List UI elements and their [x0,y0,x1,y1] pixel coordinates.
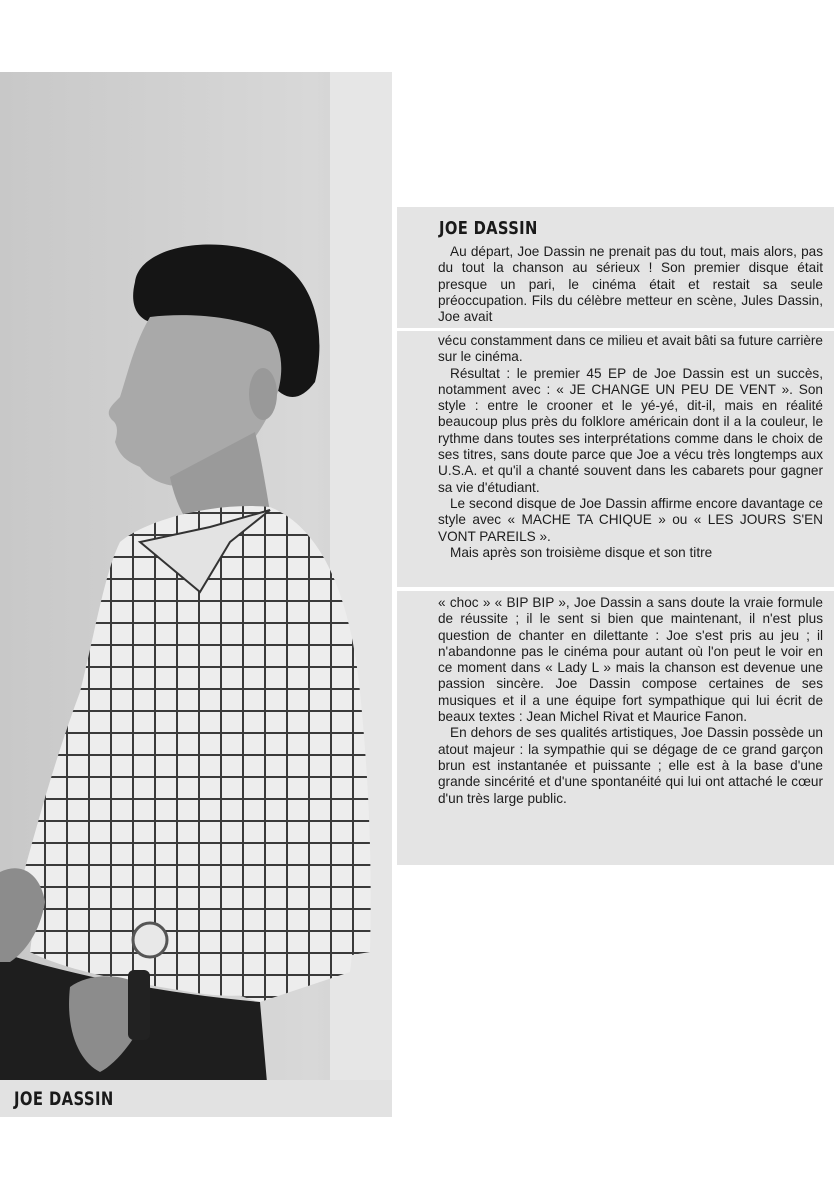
article-paragraph: Le second disque de Joe Dassin affirme encore davantage ce style avec « MACHE TA CHIQUE » ou « LES JOURS S'EN VONT PAREILS ». [438,495,823,544]
photo-caption-bar [0,1080,392,1117]
article-paragraph: vécu constamment dans ce milieu et avait bâti sa future carrière sur le cinéma. [438,333,823,365]
article-column [438,595,823,807]
article-column [438,333,823,561]
portrait-photo [0,72,392,1117]
portrait-illustration [0,72,392,1117]
article-paragraph: « choc » « BIP BIP », Joe Dassin a sans doute la vraie formule de réussite ; il le sent si bien que maintenant, il n'est plus question de chanter en dilettante : Joe s'est pris au jeu ; il n'abandonne pas le cinéma pour autant où l'on peut le voir en ce moment dans « Lady L » mais la chanson est devenue une passion sincère. Joe Dassin compose certaines de ses musiques et il a une équipe fort sympathique qui lui écrit de beaux textes : Jean Michel Rivat et Maurice Fanon. [438,595,823,725]
article-clipping-2 [397,331,834,587]
article-paragraph: Mais après son troisième disque et son titre [450,544,713,560]
article-column [438,244,823,325]
photo-caption: JOE DASSIN [14,1088,114,1110]
article-paragraph: En dehors de ses qualités artistiques, Joe Dassin possède un atout majeur : la sympathie qui se dégage de ce grand garçon brun est instantanée et puissante ; elle est à la base d'une grande sincérité et d'une spontanéité qui lui ont attaché le cœur d'un très large public. [438,725,823,806]
article-clipping-3 [397,591,834,865]
article-title: JOE DASSIN [439,218,538,239]
article-paragraph: Résultat : le premier 45 EP de Joe Dassin est un succès, notamment avec : « JE CHANGE UN PEU DE VENT ». Son style : entre le crooner et le yé-yé, dit-il, mais en réalité beaucoup plus près du folklore américain dont il a la couleur, le rythme dans toutes ses interprétations comme dans le choix de ses titres, sans doute parce que Joe a vécu très longtemps aux U.S.A. et qu'il a chanté souvent dans les cabarets pour gagner sa vie d'étudiant. [438,365,823,495]
article-paragraph: Au départ, Joe Dassin ne prenait pas du tout, mais alors, pas du tout la chanson au sérieux ! Son premier disque était presque un pari, le cinéma était et restait sa seule préoccupation. Fils du célèbre metteur en scène, Jules Dassin, Joe avait [438,244,823,325]
article-clipping-1 [397,207,834,328]
